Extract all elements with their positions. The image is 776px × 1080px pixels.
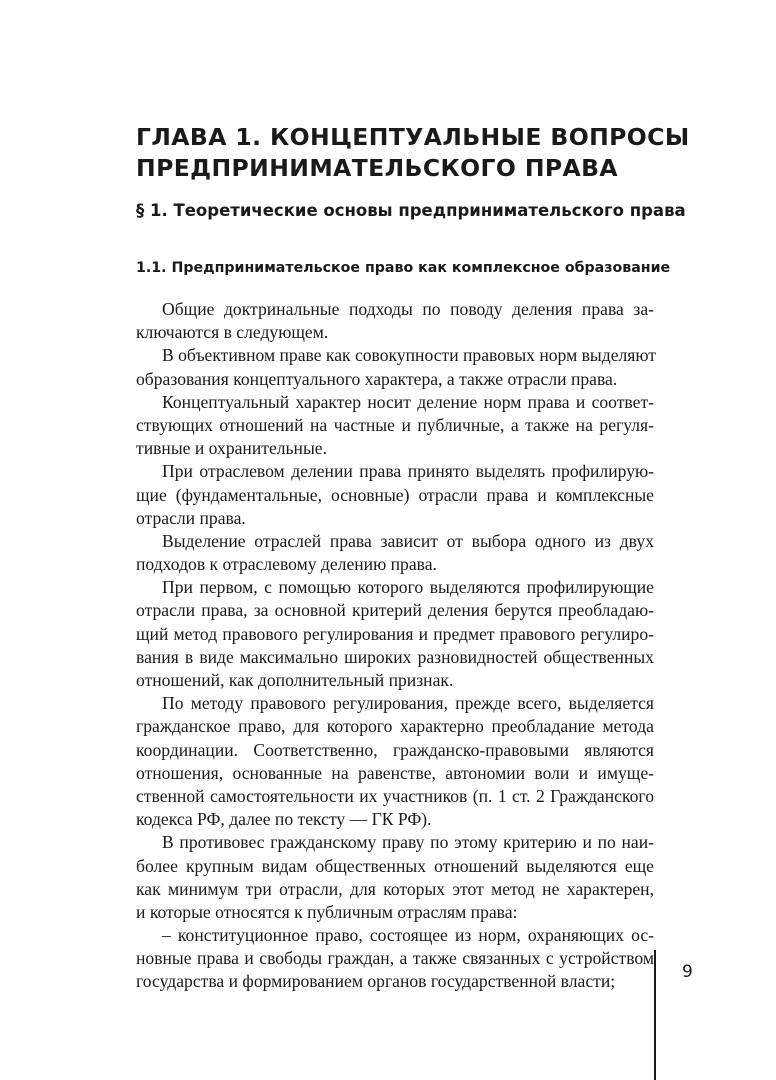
paragraph-line: ствующих отношений на частные и публичные, а также на регуля- xyxy=(136,414,654,435)
paragraph-line: новные права и свободы граждан, а также связанных с устройством xyxy=(136,948,654,969)
paragraph-line: отношения, основанные на равенстве, автономии воли и имуще- xyxy=(136,762,654,783)
chapter-title-line-1: ГЛАВА 1. КОНЦЕПТУАЛЬНЫЕ ВОПРОСЫ xyxy=(136,123,690,151)
paragraph-line: При первом, с помощью которого выделяются профилирующие xyxy=(162,577,654,598)
paragraph xyxy=(136,391,654,461)
paragraph-line: как минимум три отрасли, для которых этот метод не характерен, xyxy=(136,878,654,899)
paragraph-line: отношений, как дополнительный признак. xyxy=(136,670,454,690)
paragraph-line: При отраслевом делении права принято выделять профилирую- xyxy=(162,461,654,482)
paragraph-line: Общие доктринальные подходы по поводу деления права за- xyxy=(162,299,654,319)
paragraph-line: ственной самостоятельности их участников (п. 1 ст. 2 Гражданского xyxy=(136,785,654,806)
paragraph-line: В объективном праве как совокупности правовых норм выделяют xyxy=(162,345,656,366)
paragraph xyxy=(136,576,654,692)
paragraph-line: Концептуальный характер носит деление норм права и соответ- xyxy=(162,391,654,412)
paragraph-line: вания в виде максимально широких разновидностей общественных xyxy=(136,646,654,667)
paragraph-line: координации. Соответственно, гражданско-правовыми являются xyxy=(136,739,654,760)
section-title: § 1. Теоретические основы предпринимательского права xyxy=(136,201,686,220)
paragraph-line: В противовес гражданскому праву по этому критерию и по наи- xyxy=(162,832,654,853)
paragraph-line: подходов к отраслевому делению права. xyxy=(136,554,437,575)
paragraph-line: гражданское право, для которого характерно преобладание метода xyxy=(136,716,654,737)
paragraph-line: государства и формированием органов государственной власти; xyxy=(136,971,616,992)
paragraph xyxy=(136,460,654,530)
paragraph-line: отрасли права, за основной критерий деления берутся преобладаю- xyxy=(136,600,654,621)
paragraph xyxy=(136,298,654,344)
body-text xyxy=(136,298,654,994)
paragraph xyxy=(136,530,654,576)
paragraph-line: – конституционное право, состоящее из норм, охраняющих ос- xyxy=(162,925,654,946)
paragraph-line: кодекса РФ, далее по тексту — ГК РФ). xyxy=(136,809,432,830)
paragraph xyxy=(136,344,654,390)
paragraph-line: Выделение отраслей права зависит от выбора одного из двух xyxy=(162,530,654,551)
page-number: 9 xyxy=(682,962,693,982)
paragraph-line: и которые относятся к публичным отраслям права: xyxy=(136,901,518,922)
paragraph-line: щий метод правового регулирования и предмет правового регулиро- xyxy=(136,623,654,644)
paragraph-line: более крупным видам общественных отношений выделяются еще xyxy=(136,855,654,876)
page-number-rule xyxy=(654,950,656,1080)
paragraph xyxy=(136,924,654,994)
paragraph xyxy=(136,692,654,831)
paragraph-line: ключаются в следующем. xyxy=(136,322,329,343)
paragraph xyxy=(136,831,654,924)
chapter-title-line-2: ПРЕДПРИНИМАТЕЛЬСКОГО ПРАВА xyxy=(136,154,618,182)
paragraph-line: тивные и охранительные. xyxy=(136,438,328,459)
paragraph-line: щие (фундаментальные, основные) отрасли права и комплексные xyxy=(136,484,654,505)
paragraph-line: отрасли права. xyxy=(136,507,246,528)
subsection-title: 1.1. Предпринимательское право как комплексное образование xyxy=(136,260,671,276)
paragraph-line: образования концептуального характера, а также отрасли права. xyxy=(136,368,618,389)
chapter-title xyxy=(136,122,696,184)
paragraph-line: По методу правового регулирования, прежде всего, выделяется xyxy=(162,693,654,714)
